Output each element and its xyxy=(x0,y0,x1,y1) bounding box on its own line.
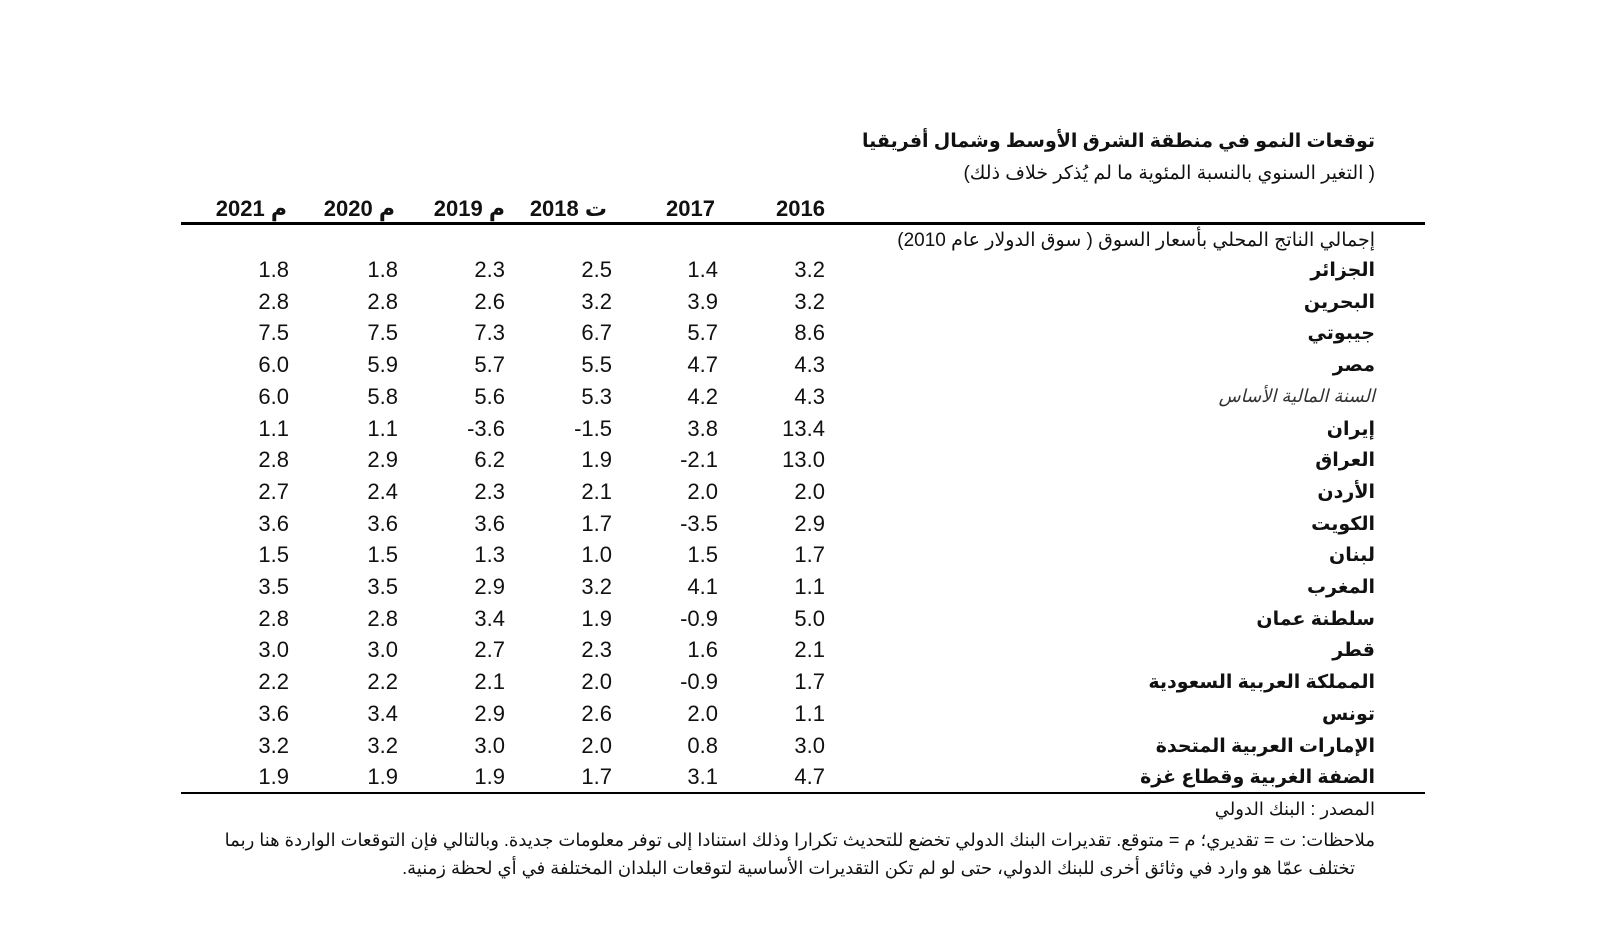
row-value-cell: 3.4 xyxy=(474,605,505,631)
table-bottom-rule xyxy=(181,792,1425,794)
row-value-cell: 0.8 xyxy=(687,732,718,758)
notes-line-1: ملاحظات: ت = تقديري؛ م = متوقع. تقديرات البنك الدولي تخضع للتحديث تكرارا وذلك استنادا إلى توفر معلومات جديدة. وبالتالي فإن التوقعات الواردة هنا ربما xyxy=(224,830,1375,850)
row-value-cell: -0.9 xyxy=(680,669,718,695)
row-value-cell: 1.9 xyxy=(258,764,289,790)
row-value-cell: 2.7 xyxy=(258,478,289,504)
row-value-cell: 3.2 xyxy=(794,288,825,314)
table-row xyxy=(0,606,1605,636)
row-value-cell: 1.0 xyxy=(581,542,612,568)
row-value-cell: 3.0 xyxy=(474,732,505,758)
table-row xyxy=(0,733,1605,763)
row-value-cell: 2.9 xyxy=(474,700,505,726)
column-header-2017: 2017 xyxy=(666,196,715,221)
row-value-cell: 3.5 xyxy=(367,574,398,599)
row-value-cell: 1.9 xyxy=(367,764,398,790)
table-row xyxy=(0,416,1605,446)
table-row xyxy=(0,447,1605,477)
row-value-cell: 3.6 xyxy=(367,510,398,536)
table-row xyxy=(0,289,1605,319)
row-value-cell: 1.5 xyxy=(258,542,289,568)
table-row xyxy=(0,701,1605,731)
row-value-cell: 3.2 xyxy=(581,288,612,314)
row-value-cell: 2.6 xyxy=(581,700,612,726)
table-row xyxy=(0,764,1605,794)
row-value-cell: 5.8 xyxy=(367,383,398,409)
table-row xyxy=(0,257,1605,287)
row-country-label: الضفة الغربية وقطاع غزة xyxy=(1140,767,1375,789)
row-value-cell: 1.6 xyxy=(687,637,718,663)
row-value-cell: 2.2 xyxy=(258,669,289,695)
row-value-cell: 2.8 xyxy=(258,605,289,631)
row-value-cell: 1.7 xyxy=(794,669,825,695)
table-row xyxy=(0,637,1605,667)
row-value-cell: 5.7 xyxy=(474,352,505,378)
row-value-cell: 1.9 xyxy=(581,605,612,631)
row-country-label: قطر xyxy=(1332,640,1375,662)
row-value-cell: 3.6 xyxy=(258,700,289,726)
table-row xyxy=(0,511,1605,541)
row-country-label: الإمارات العربية المتحدة xyxy=(1155,735,1375,757)
row-country-label: مصر xyxy=(1332,355,1375,377)
row-value-cell: 2.8 xyxy=(258,447,289,473)
table-top-rule xyxy=(181,222,1425,225)
source-note: المصدر : البنك الدولي xyxy=(1214,799,1375,819)
row-value-cell: 7.5 xyxy=(367,320,398,346)
row-value-cell: 1.1 xyxy=(794,574,825,599)
row-value-cell: -1.5 xyxy=(574,415,612,441)
row-value-cell: 1.1 xyxy=(794,700,825,726)
row-value-cell: 2.8 xyxy=(367,605,398,631)
row-country-label: المملكة العربية السعودية xyxy=(1148,672,1375,694)
row-value-cell: 2.5 xyxy=(581,257,612,282)
column-header-2019: م 2019 xyxy=(433,196,505,221)
row-value-cell: 2.0 xyxy=(687,478,718,504)
table-row xyxy=(0,669,1605,699)
row-value-cell: 1.7 xyxy=(581,764,612,790)
row-value-cell: 3.2 xyxy=(367,732,398,758)
row-value-cell: 6.7 xyxy=(581,320,612,346)
row-country-label: العراق xyxy=(1315,450,1375,472)
row-value-cell: 3.2 xyxy=(581,574,612,599)
row-value-cell: 3.4 xyxy=(367,700,398,726)
row-value-cell: 3.0 xyxy=(258,637,289,663)
row-value-cell: 1.8 xyxy=(258,257,289,282)
row-country-label: الأردن xyxy=(1317,481,1375,503)
row-value-cell: 2.2 xyxy=(367,669,398,695)
row-country-label: إيران xyxy=(1326,418,1375,440)
row-value-cell: 3.0 xyxy=(367,637,398,663)
row-value-cell: 3.1 xyxy=(687,764,718,790)
row-value-cell: -2.1 xyxy=(680,447,718,473)
row-value-cell: 8.6 xyxy=(794,320,825,346)
table-row xyxy=(0,320,1605,350)
row-value-cell: 13.0 xyxy=(782,447,825,473)
row-value-cell: 2.3 xyxy=(474,478,505,504)
row-value-cell: 2.0 xyxy=(581,732,612,758)
row-value-cell: 5.6 xyxy=(474,383,505,409)
row-value-cell: 4.7 xyxy=(794,764,825,790)
row-country-label: تونس xyxy=(1321,703,1375,725)
table-title: توقعات النمو في منطقة الشرق الأوسط وشمال أفريقيا xyxy=(862,131,1375,152)
row-country-label: جيبوتي xyxy=(1307,323,1375,345)
row-value-cell: 2.1 xyxy=(794,637,825,663)
row-value-cell: 3.6 xyxy=(474,510,505,536)
row-value-cell: 2.9 xyxy=(367,447,398,473)
row-value-cell: 2.3 xyxy=(474,257,505,282)
row-country-label: المغرب xyxy=(1306,577,1375,598)
row-value-cell: 4.2 xyxy=(687,383,718,409)
notes-line-2: تختلف عمّا هو وارد في وثائق أخرى للبنك الدولي، حتى لو لم تكن التقديرات الأساسية لتوقعات البلدان المختلفة في أي لحظة زمنية. xyxy=(402,858,1355,878)
row-value-cell: 1.1 xyxy=(367,415,398,441)
row-country-label: البحرين xyxy=(1303,291,1375,313)
column-header-2021: م 2021 xyxy=(215,196,287,221)
row-value-cell: 3.5 xyxy=(258,574,289,599)
row-value-cell: 2.0 xyxy=(581,669,612,695)
row-value-cell: 2.1 xyxy=(581,478,612,504)
row-value-cell: 2.6 xyxy=(474,288,505,314)
row-value-cell: 7.3 xyxy=(474,320,505,346)
row-value-cell: 3.6 xyxy=(258,510,289,536)
row-value-cell: 2.8 xyxy=(258,288,289,314)
row-value-cell: -3.5 xyxy=(680,510,718,536)
row-value-cell: 1.5 xyxy=(687,542,718,568)
row-value-cell: 3.8 xyxy=(687,415,718,441)
row-value-cell: 2.7 xyxy=(474,637,505,663)
row-value-cell: 1.3 xyxy=(474,542,505,568)
column-header-2018: ت 2018 xyxy=(529,196,607,221)
row-value-cell: 13.4 xyxy=(782,415,825,441)
section-label: إجمالي الناتج المحلي بأسعار السوق ( سوق الدولار عام 2010) xyxy=(897,230,1375,251)
row-value-cell: 5.5 xyxy=(581,352,612,378)
table-row xyxy=(0,352,1605,382)
row-value-cell: 2.0 xyxy=(687,700,718,726)
row-value-cell: 5.7 xyxy=(687,320,718,346)
row-country-label: الكويت xyxy=(1311,513,1375,535)
row-value-cell: 1.1 xyxy=(258,415,289,441)
row-value-cell: 3.0 xyxy=(794,732,825,758)
row-value-cell: 4.3 xyxy=(794,352,825,378)
row-country-label: لبنان xyxy=(1329,545,1375,567)
row-value-cell: 1.5 xyxy=(367,542,398,568)
table-subtitle: ( التغير السنوي بالنسبة المئوية ما لم يُذكر خلاف ذلك) xyxy=(963,163,1375,184)
row-value-cell: 1.9 xyxy=(474,764,505,790)
column-header-2016: 2016 xyxy=(776,196,825,221)
row-value-cell: 1.4 xyxy=(687,257,718,282)
row-value-cell: 5.9 xyxy=(367,352,398,378)
row-value-cell: 2.9 xyxy=(794,510,825,536)
row-value-cell: 1.7 xyxy=(581,510,612,536)
row-country-label: سلطنة عمان xyxy=(1256,608,1375,630)
table-row xyxy=(0,384,1605,414)
row-value-cell: 3.9 xyxy=(687,288,718,314)
row-country-label: الجزائر xyxy=(1310,260,1375,281)
row-country-label: السنة المالية الأساس xyxy=(1218,385,1375,406)
row-value-cell: 7.5 xyxy=(258,320,289,346)
row-value-cell: 2.9 xyxy=(474,574,505,599)
row-value-cell: 2.1 xyxy=(474,669,505,695)
row-value-cell: 2.0 xyxy=(794,478,825,504)
row-value-cell: -0.9 xyxy=(680,605,718,631)
row-value-cell: 4.3 xyxy=(794,383,825,409)
row-value-cell: 2.3 xyxy=(581,637,612,663)
row-value-cell: 4.1 xyxy=(687,574,718,599)
row-value-cell: 6.2 xyxy=(474,447,505,473)
row-value-cell: 4.7 xyxy=(687,352,718,378)
row-value-cell: 6.0 xyxy=(258,352,289,378)
row-value-cell: 1.9 xyxy=(581,447,612,473)
row-value-cell: 5.3 xyxy=(581,383,612,409)
row-value-cell: 2.4 xyxy=(367,478,398,504)
row-value-cell: 3.2 xyxy=(258,732,289,758)
row-value-cell: 1.7 xyxy=(794,542,825,568)
table-row xyxy=(0,574,1605,604)
table-row xyxy=(0,479,1605,509)
row-value-cell: 3.2 xyxy=(794,257,825,282)
row-value-cell: 5.0 xyxy=(794,605,825,631)
row-value-cell: 6.0 xyxy=(258,383,289,409)
row-value-cell: 1.8 xyxy=(367,257,398,282)
table-row xyxy=(0,542,1605,572)
row-value-cell: 2.8 xyxy=(367,288,398,314)
column-header-2020: م 2020 xyxy=(323,196,395,221)
row-value-cell: -3.6 xyxy=(467,415,505,441)
